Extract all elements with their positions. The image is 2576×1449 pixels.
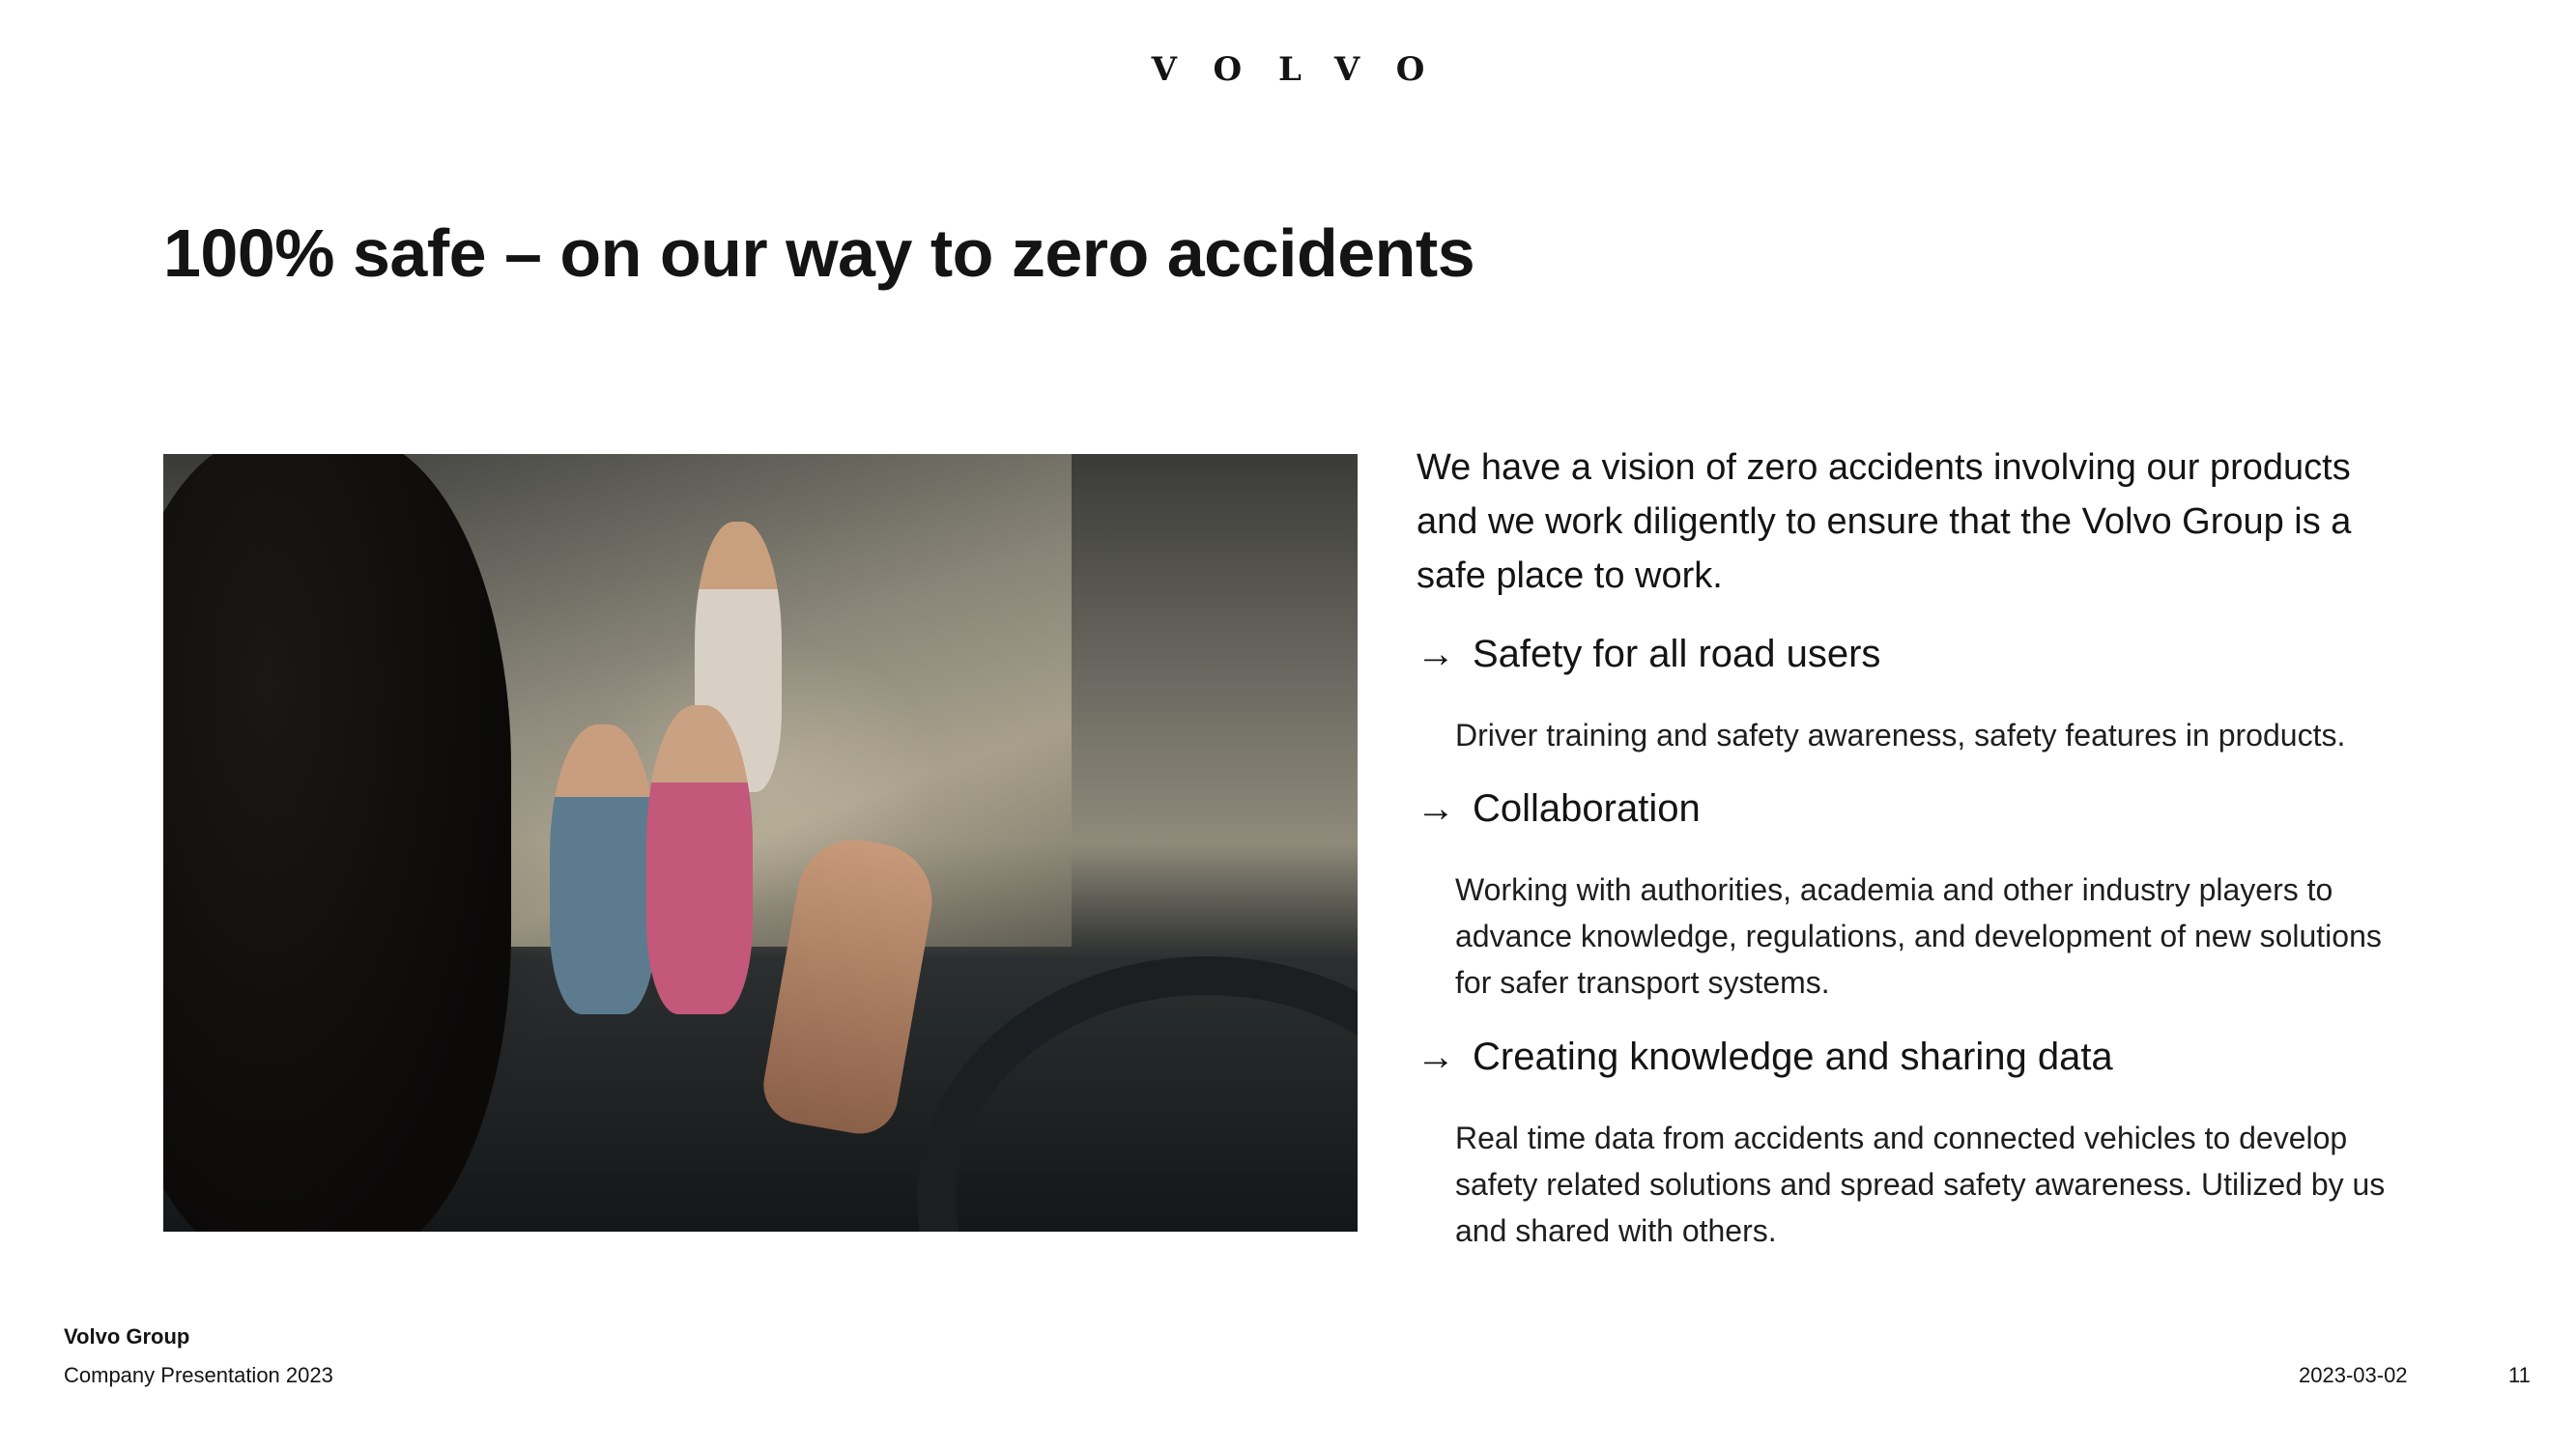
section-heading <box>1417 633 1880 676</box>
heading-text: Creating knowledge and sharing data <box>1473 1036 2113 1078</box>
driver-waving-to-children-photo <box>163 454 1358 1232</box>
section-text: Driver training and safety awareness, safety features in products. <box>1455 718 2346 753</box>
arrow-right-icon: → <box>1417 787 1455 830</box>
steering-wheel <box>917 956 1358 1232</box>
driver-silhouette <box>163 454 511 1232</box>
section-heading <box>1417 1036 2113 1079</box>
section-text: Real time data from accidents and connected vehicles to develop safety related solutions and spread safety awareness. Utilized by us and shared with others. <box>1455 1121 2386 1248</box>
heading-text: Collaboration <box>1473 787 1701 830</box>
footer-date: 2023-03-02 <box>2299 1363 2408 1387</box>
child-figure <box>550 724 656 1014</box>
arrow-right-icon: → <box>1417 1036 1455 1078</box>
arrow-right-icon: → <box>1417 633 1455 675</box>
footer-subtitle: Company Presentation 2023 <box>64 1363 333 1387</box>
section-heading <box>1417 787 1701 831</box>
child-figure <box>646 705 753 1014</box>
slide-title: 100% safe – on our way to zero accidents <box>163 215 1475 291</box>
section-text: Working with authorities, academia and other industry players to advance knowledge, regulations, and development of new solutions for safer transport systems. <box>1455 872 2382 1000</box>
heading-text: Safety for all road users <box>1473 633 1881 675</box>
page-number: 11 <box>2508 1363 2531 1387</box>
footer-company: Volvo Group <box>64 1324 190 1349</box>
intro-text: We have a vision of zero accidents involving our products and we work diligently to ensure that the Volvo Group is a safe place to work. <box>1417 447 2352 596</box>
volvo-logo: VOLVO <box>1151 50 1462 89</box>
